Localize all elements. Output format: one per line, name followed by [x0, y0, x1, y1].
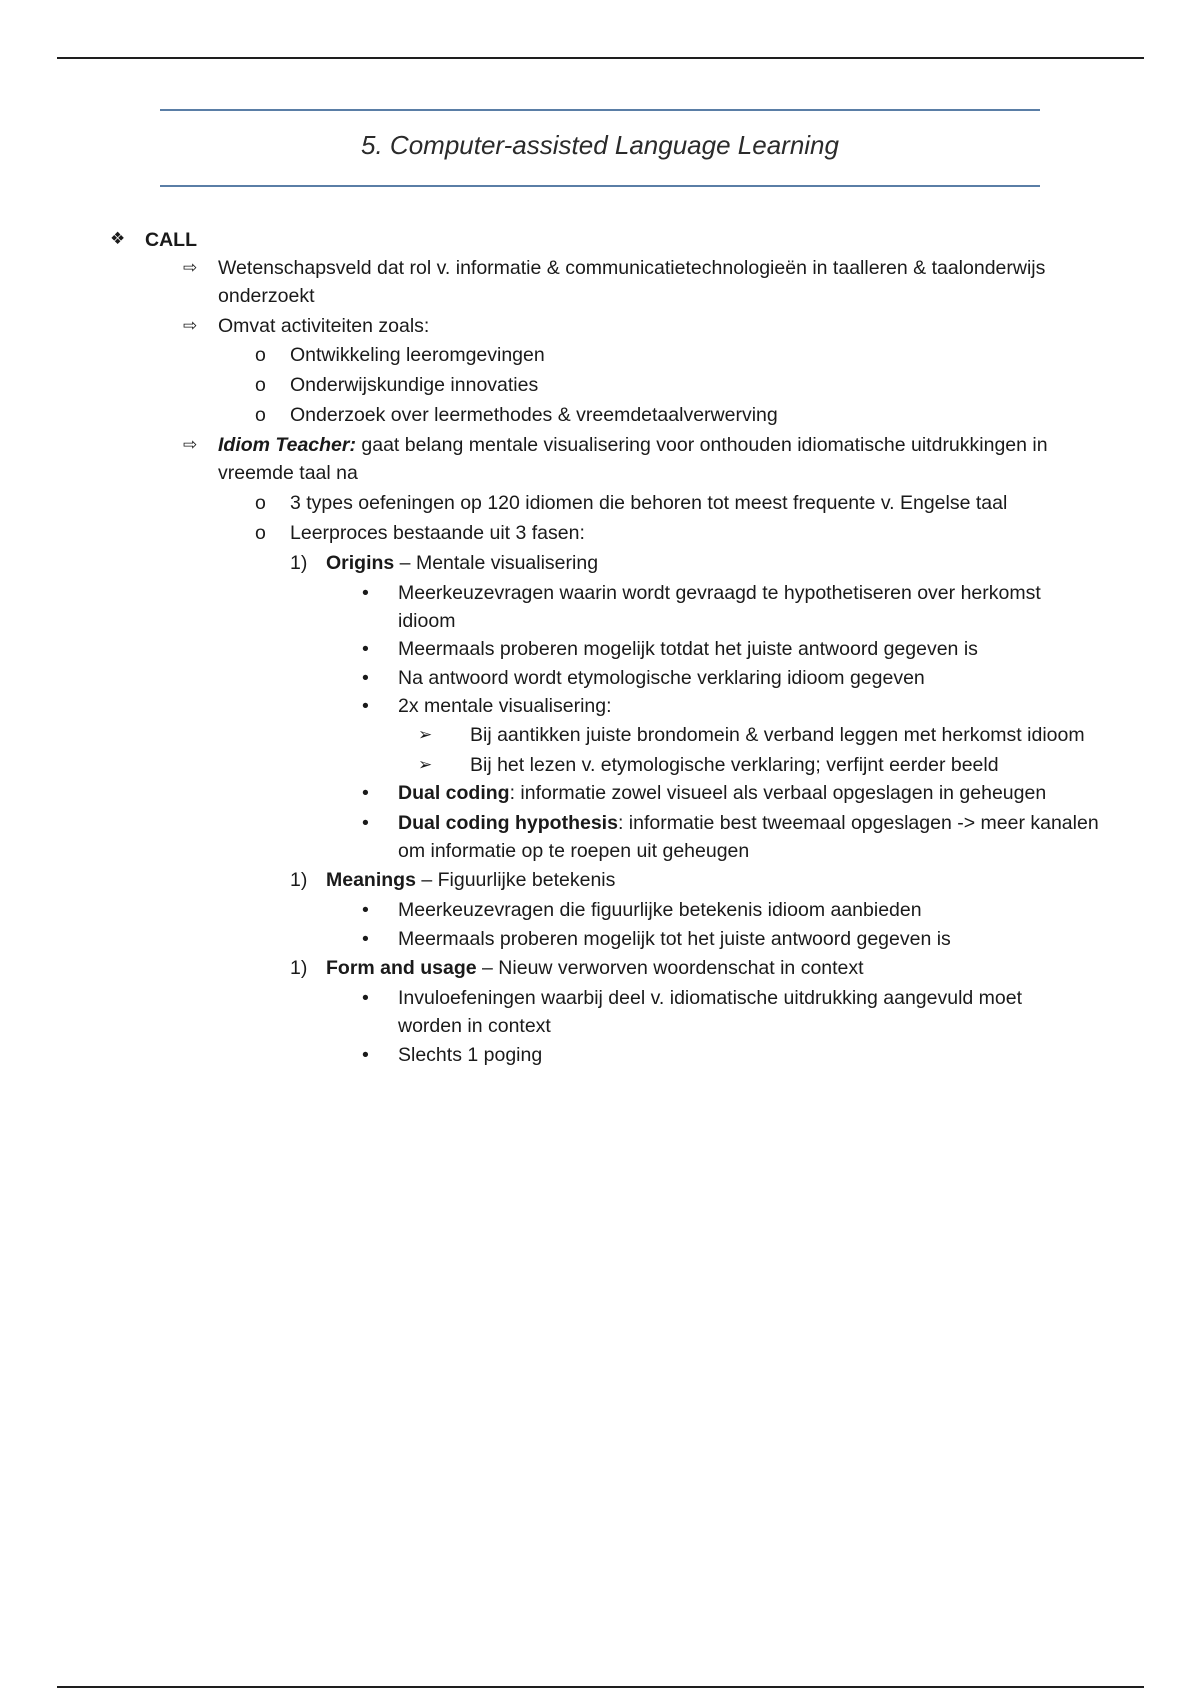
list-item: Omvat activiteiten zoals: [218, 315, 430, 337]
page-footer-rule [57, 1686, 1144, 1688]
list-item-continuation: worden in context [398, 1015, 551, 1037]
list-item-continuation: om informatie op te roepen uit geheugen [398, 840, 750, 862]
term-label: Idiom Teacher: [218, 434, 356, 456]
list-item: Invuloefeningen waarbij deel v. idiomatische uitdrukking aangevuld moet [398, 987, 1023, 1009]
bullet-icon: • [362, 928, 369, 950]
list-item: Slechts 1 poging [398, 1044, 543, 1066]
phase-text: – Figuurlijke betekenis [415, 869, 616, 891]
list-item: Meermaals proberen mogelijk tot het juiste antwoord gegeven is [398, 928, 951, 950]
bullet-icon: • [362, 899, 369, 921]
term-text: gaat belang mentale visualisering voor onthouden idiomatische uitdrukkingen in [355, 434, 1048, 456]
arrow-bullet-icon: ⇨ [183, 435, 198, 454]
number-marker: 1) [290, 552, 308, 574]
list-item-continuation: vreemde taal na [218, 462, 358, 484]
phase-label: Form and usage [326, 957, 477, 979]
list-item: Wetenschapsveld dat rol v. informatie & communicatietechnologieën in taalleren & taalonderwijs [218, 257, 1046, 279]
list-item-continuation: onderzoekt [218, 285, 315, 307]
bullet-icon: • [362, 638, 369, 660]
list-item: Meerkeuzevragen waarin wordt gevraagd te hypothetiseren over herkomst [398, 582, 1041, 604]
list-item [398, 779, 1046, 807]
bullet-icon: • [362, 667, 369, 689]
list-item: Onderwijskundige innovaties [290, 374, 539, 396]
phase-label: Origins [326, 552, 395, 574]
circle-bullet-icon: o [255, 374, 266, 396]
term-label: Dual coding hypothesis [398, 812, 618, 834]
list-item: Ontwikkeling leeromgevingen [290, 344, 545, 366]
bullet-icon: • [362, 987, 369, 1009]
page-title: 5. Computer-assisted Language Learning [361, 130, 839, 160]
circle-bullet-icon: o [255, 492, 266, 514]
pointer-bullet-icon: ➢ [418, 725, 433, 744]
phase-text: – Nieuw verworven woordenschat in context [476, 957, 864, 979]
list-item: 2x mentale visualisering: [398, 695, 612, 717]
bullet-icon: • [362, 782, 369, 804]
circle-bullet-icon: o [255, 522, 266, 544]
bullet-icon: • [362, 1044, 369, 1066]
circle-bullet-icon: o [255, 344, 266, 366]
list-item [398, 809, 1099, 837]
diamond-bullet-icon: ❖ [110, 229, 126, 248]
list-item: Meermaals proberen mogelijk totdat het juiste antwoord gegeven is [398, 638, 978, 660]
phase-heading [326, 954, 864, 982]
number-marker: 1) [290, 869, 308, 891]
list-item: Bij aantikken juiste brondomein & verband leggen met herkomst idioom [470, 724, 1085, 746]
title-bottom-rule [160, 185, 1040, 187]
term-label: Dual coding [398, 782, 510, 804]
title-top-rule [160, 109, 1040, 111]
phase-heading [326, 866, 615, 894]
bullet-icon: • [362, 812, 369, 834]
phase-heading [326, 549, 598, 577]
pointer-bullet-icon: ➢ [418, 755, 433, 774]
arrow-bullet-icon: ⇨ [183, 258, 198, 277]
list-item: Meerkeuzevragen die figuurlijke betekenis idioom aanbieden [398, 899, 922, 921]
list-item: 3 types oefeningen op 120 idiomen die behoren tot meest frequente v. Engelse taal [290, 492, 1008, 514]
term-text: : informatie zowel visueel als verbaal opgeslagen in geheugen [509, 782, 1047, 804]
list-item [218, 431, 1048, 459]
circle-bullet-icon: o [255, 404, 266, 426]
list-item: Bij het lezen v. etymologische verklaring; verfijnt eerder beeld [470, 754, 999, 776]
list-item: Leerproces bestaande uit 3 fasen: [290, 522, 585, 544]
bullet-icon: • [362, 695, 369, 717]
list-item: Onderzoek over leermethodes & vreemdetaalverwerving [290, 404, 778, 426]
phase-text: – Mentale visualisering [394, 552, 599, 574]
list-item-continuation: idioom [398, 610, 456, 632]
arrow-bullet-icon: ⇨ [183, 316, 198, 335]
term-text: : informatie best tweemaal opgeslagen -> meer kanalen [617, 812, 1099, 834]
list-item: Na antwoord wordt etymologische verklaring idioom gegeven [398, 667, 925, 689]
section-heading: CALL [145, 229, 197, 251]
number-marker: 1) [290, 957, 308, 979]
page-header-rule [57, 57, 1144, 59]
phase-label: Meanings [326, 869, 416, 891]
bullet-icon: • [362, 582, 369, 604]
